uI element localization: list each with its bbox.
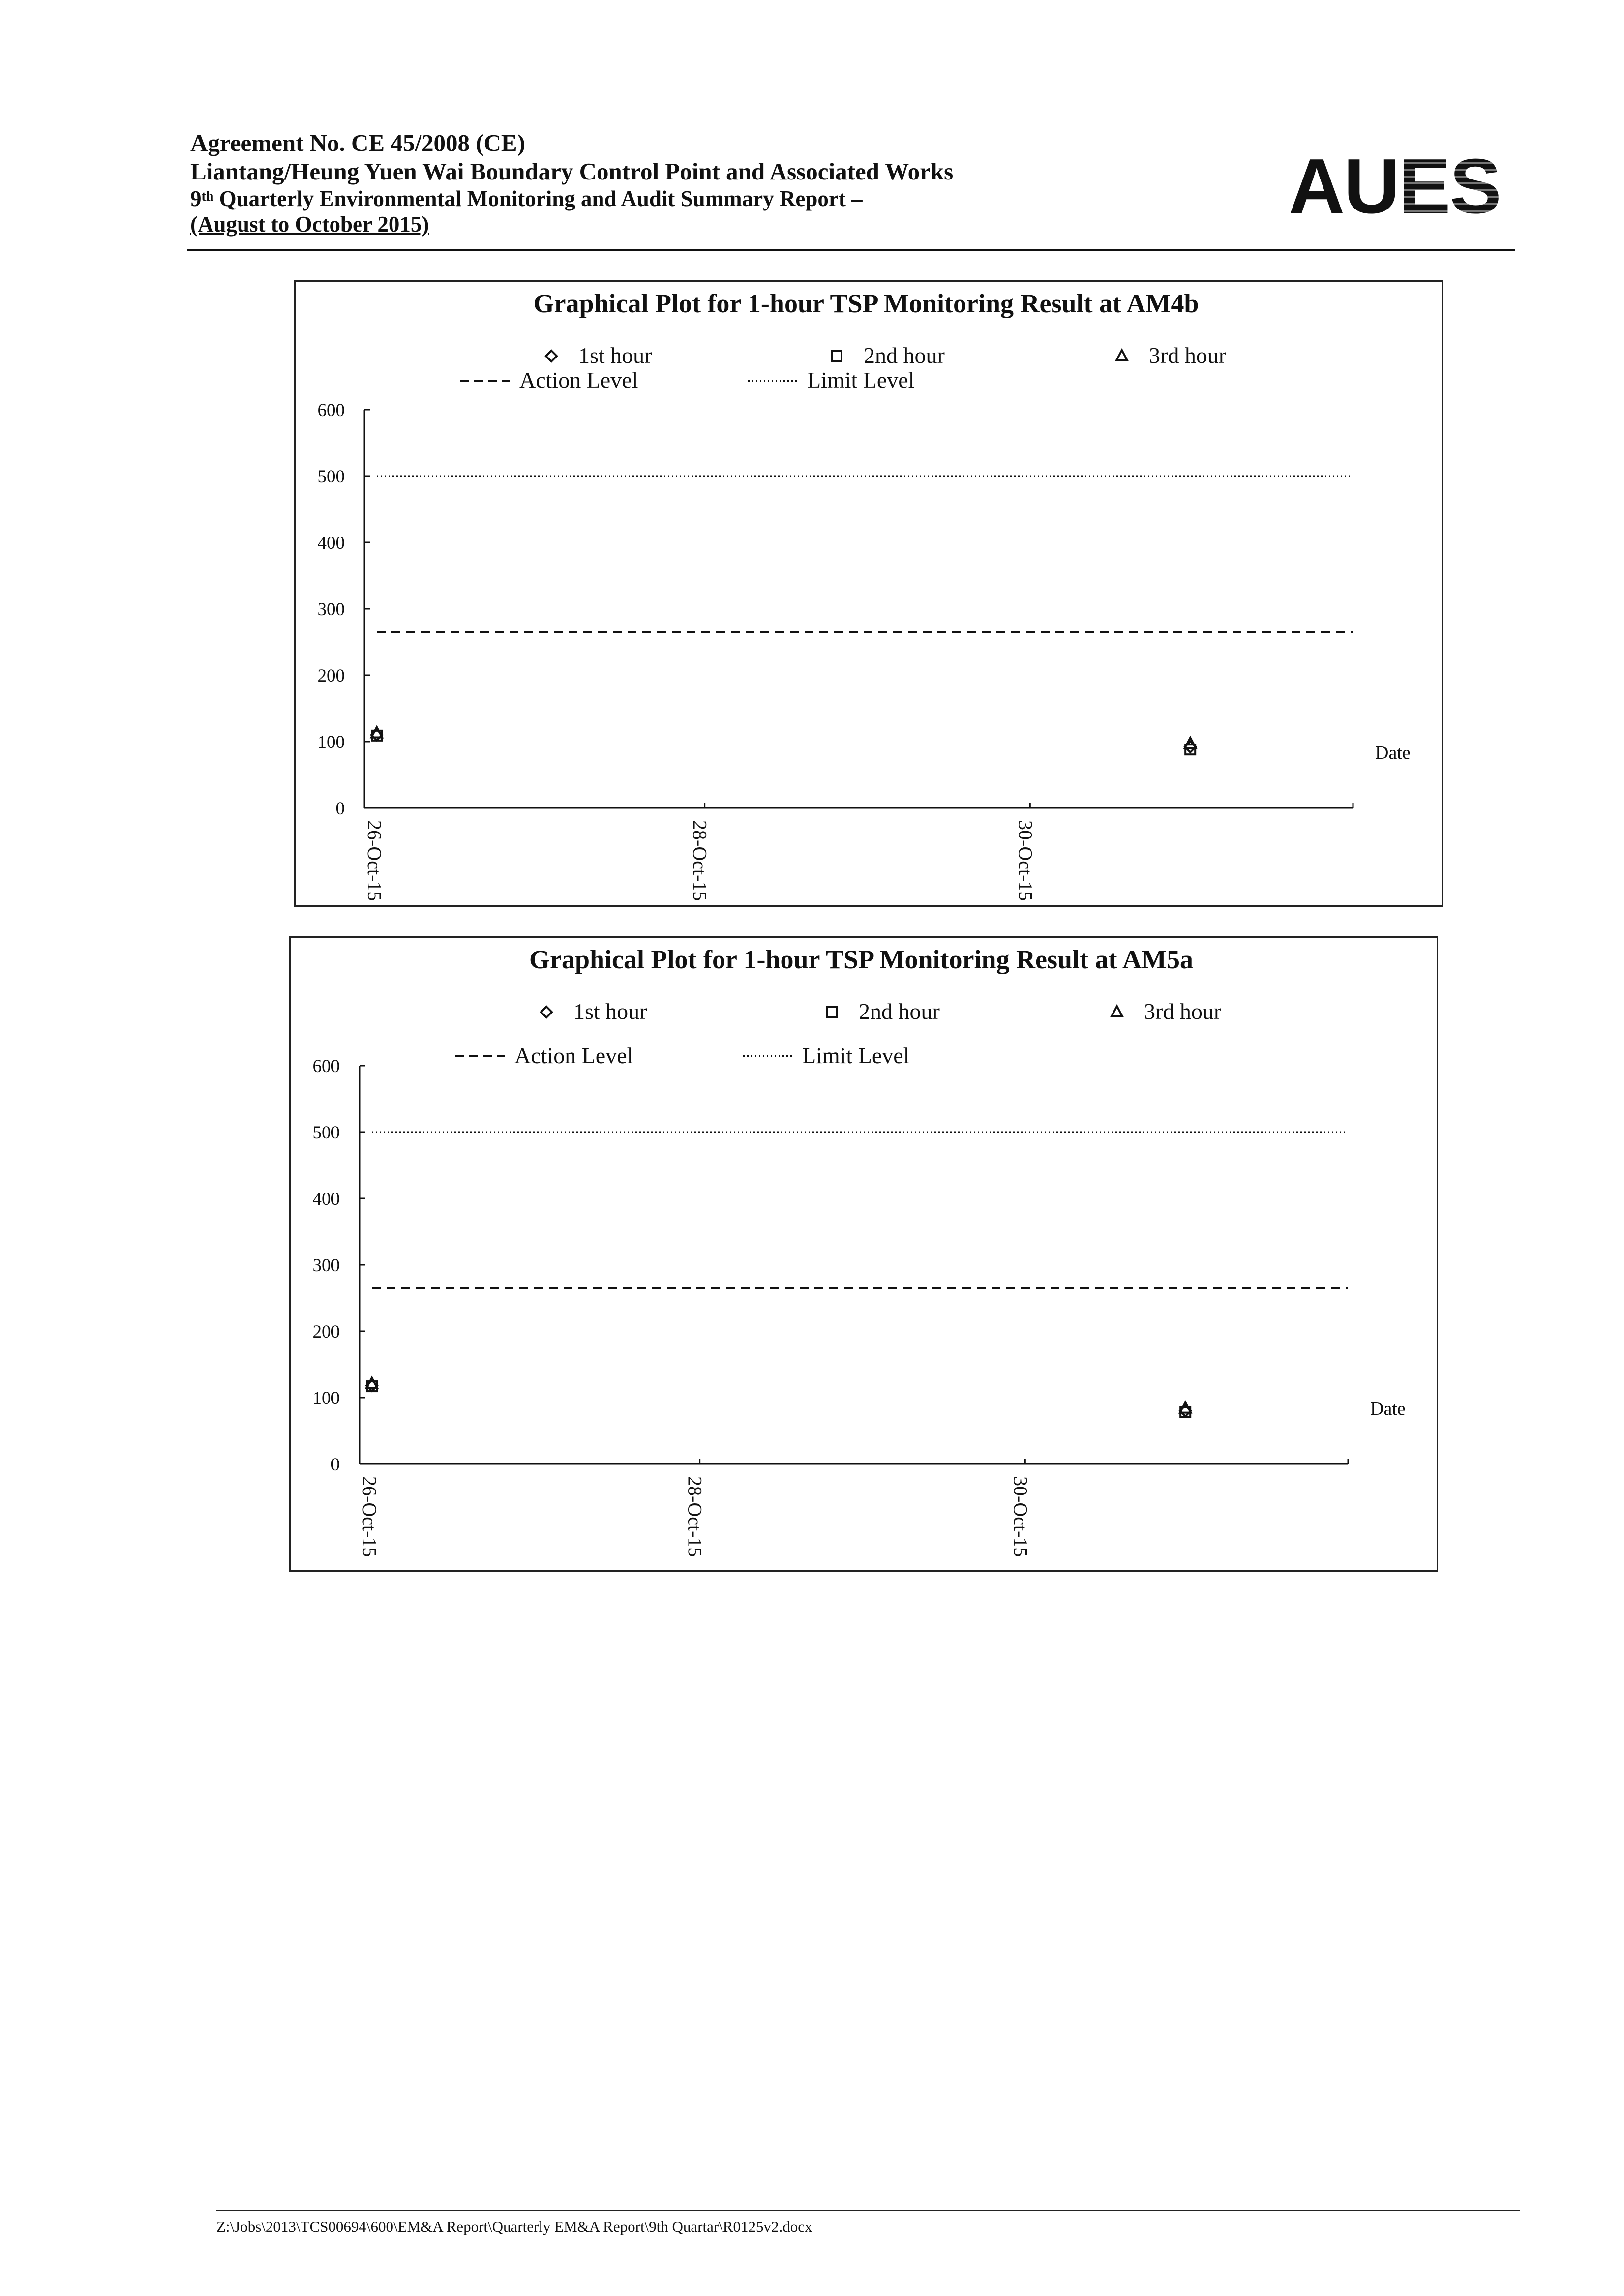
x-axis-label: Date	[1370, 1399, 1406, 1419]
legend-label: 2nd hour	[864, 343, 945, 368]
report-period: (August to October 2015)	[190, 212, 429, 237]
chart-title: Graphical Plot for 1-hour TSP Monitoring Result at AM5a	[529, 945, 1194, 974]
project-title: Liantang/Heung Yuen Wai Boundary Control Point and Associated Works	[190, 158, 954, 185]
x-tick-label: 28-Oct-15	[689, 820, 711, 901]
y-tick-label: 600	[317, 400, 345, 420]
footer-divider	[216, 2210, 1520, 2211]
file-path: Z:\Jobs\2013\TCS00694\600\EM&A Report\Quarterly EM&A Report\9th Quartar\R0125v2.docx	[216, 2218, 812, 2235]
legend-entry-limit-level	[748, 367, 914, 392]
legend-entry-action-level	[455, 1043, 633, 1068]
chart-am5a-svg	[291, 938, 1437, 1570]
y-tick-label: 400	[312, 1189, 340, 1209]
legend-label: 1st hour	[578, 343, 652, 368]
x-tick-label: 30-Oct-15	[1014, 820, 1037, 901]
y-tick-label: 200	[312, 1322, 340, 1342]
agreement-number: Agreement No. CE 45/2008 (CE)	[190, 129, 525, 156]
x-tick-label: 28-Oct-15	[684, 1476, 706, 1557]
y-tick-label: 500	[312, 1123, 340, 1143]
legend-label: 1st hour	[573, 999, 647, 1024]
legend-marker-square	[832, 351, 842, 361]
aues-logo: AUES	[1289, 143, 1501, 230]
y-tick-label: 500	[317, 467, 345, 487]
y-tick-label: 300	[317, 599, 345, 620]
legend-entry-2nd-hour	[827, 999, 940, 1024]
legend-marker-diamond	[541, 1007, 552, 1017]
legend-entry-limit-level	[743, 1043, 909, 1068]
legend-label: Action Level	[519, 367, 638, 392]
chart-am4b-svg	[296, 282, 1442, 905]
legend-entry-3rd-hour	[1112, 999, 1221, 1024]
legend-entry-action-level	[460, 367, 638, 392]
y-tick-label: 0	[331, 1455, 340, 1475]
legend-marker-triangle	[1112, 1006, 1122, 1016]
legend-entry-2nd-hour	[832, 343, 945, 368]
y-tick-label: 200	[317, 666, 345, 686]
x-tick-label: 30-Oct-15	[1009, 1476, 1032, 1557]
legend-label: 3rd hour	[1149, 343, 1227, 368]
x-tick-label: 26-Oct-15	[359, 1476, 381, 1557]
legend-label: 2nd hour	[859, 999, 940, 1024]
report-title: 9th Quarterly Environmental Monitoring and Audit Summary Report –	[190, 186, 863, 211]
y-tick-label: 0	[335, 799, 345, 819]
legend-label: Limit Level	[802, 1043, 910, 1068]
header-divider	[187, 249, 1515, 251]
legend-entry-1st-hour	[541, 999, 647, 1024]
y-tick-label: 400	[317, 533, 345, 553]
data-point-3rd-hour	[371, 727, 382, 737]
chart-am5a	[289, 936, 1438, 1572]
data-point-3rd-hour	[366, 1378, 377, 1388]
legend-marker-square	[827, 1007, 837, 1017]
y-tick-label: 300	[312, 1255, 340, 1276]
chart-title: Graphical Plot for 1-hour TSP Monitoring Result at AM4b	[533, 289, 1199, 318]
legend-label: 3rd hour	[1144, 999, 1222, 1024]
legend-entry-3rd-hour	[1116, 343, 1226, 368]
y-tick-label: 600	[312, 1056, 340, 1076]
x-tick-label: 26-Oct-15	[363, 820, 386, 901]
chart-am4b	[294, 280, 1443, 907]
legend-marker-triangle	[1116, 350, 1127, 360]
legend-label: Limit Level	[807, 367, 915, 392]
legend-entry-1st-hour	[546, 343, 652, 368]
y-tick-label: 100	[317, 732, 345, 752]
x-axis-label: Date	[1375, 743, 1411, 763]
y-tick-label: 100	[312, 1388, 340, 1408]
legend-marker-diamond	[546, 351, 557, 361]
legend-label: Action Level	[514, 1043, 633, 1068]
